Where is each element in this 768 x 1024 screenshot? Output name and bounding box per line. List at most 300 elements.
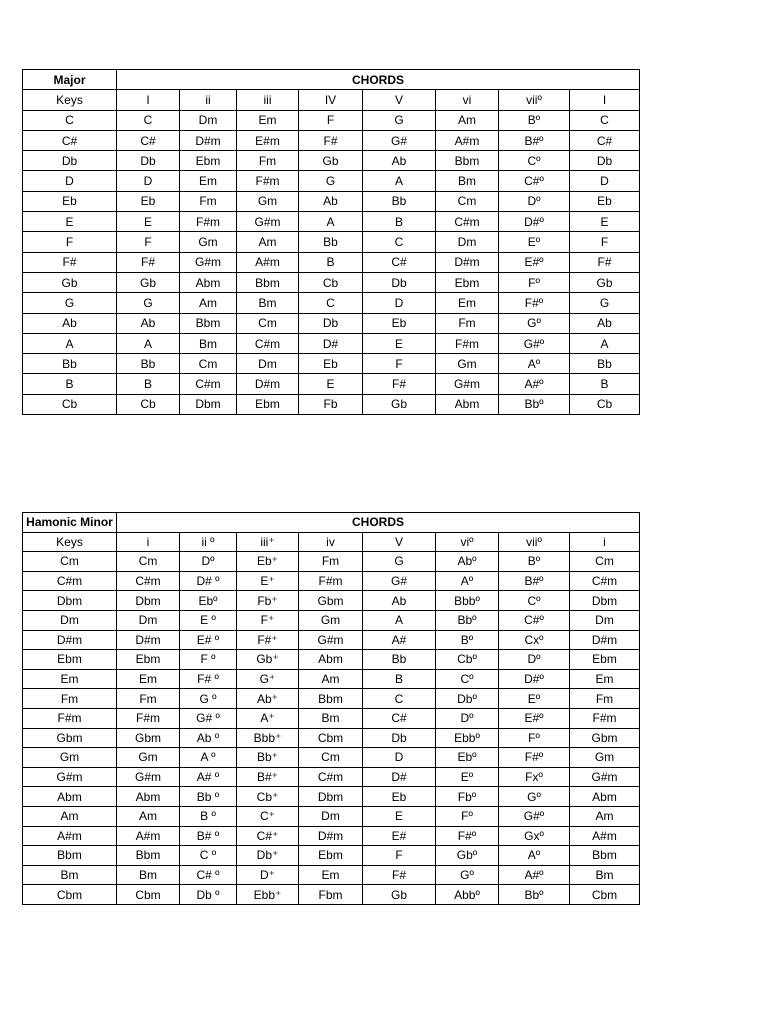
minor-title-row — [23, 513, 640, 533]
chord-cell: Bbº — [499, 394, 570, 414]
chord-cell: Fm — [180, 191, 237, 211]
column-header: iii — [237, 90, 299, 110]
chord-cell: Dº — [180, 552, 237, 572]
chord-cell: Gbm — [570, 728, 640, 748]
chord-cell: C#m — [436, 212, 499, 232]
chord-cell: E#º — [499, 708, 570, 728]
chord-cell: Gº — [499, 787, 570, 807]
chord-cell: Dº — [499, 191, 570, 211]
chord-cell: Fm — [117, 689, 180, 709]
chord-cell: Eb — [363, 787, 436, 807]
harmonic-minor-chords-table — [22, 512, 640, 905]
key-cell: Db — [23, 151, 117, 171]
column-header: vi — [436, 90, 499, 110]
chord-cell: A⁺ — [237, 708, 299, 728]
table-row — [23, 571, 640, 591]
chord-cell: C#m — [570, 571, 640, 591]
chord-cell: Ab — [363, 591, 436, 611]
key-cell: Dbm — [23, 591, 117, 611]
table-row — [23, 806, 640, 826]
key-cell: Em — [23, 669, 117, 689]
chord-cell: Dbº — [436, 689, 499, 709]
chord-cell: Eb — [117, 191, 180, 211]
chord-cell: Ab⁺ — [237, 689, 299, 709]
chord-cell: B º — [180, 806, 237, 826]
chord-cell: Ebm — [117, 650, 180, 670]
chord-cell: Eb — [363, 313, 436, 333]
chord-cell: Fxº — [499, 767, 570, 787]
chord-cell: Bb⁺ — [237, 748, 299, 768]
key-cell: C — [23, 110, 117, 130]
key-cell: Dm — [23, 610, 117, 630]
major-title-row — [23, 70, 640, 90]
chord-cell: Db — [363, 728, 436, 748]
chord-cell: D — [570, 171, 640, 191]
chord-cell: Fº — [499, 272, 570, 292]
chord-cell: Bm — [436, 171, 499, 191]
chord-cell: E — [363, 806, 436, 826]
chord-cell: E — [363, 333, 436, 353]
chord-cell: A#º — [499, 374, 570, 394]
chord-cell: B — [363, 212, 436, 232]
chord-cell: Ab — [363, 151, 436, 171]
chord-cell: Bbm — [299, 689, 363, 709]
chord-cell: D#m — [436, 252, 499, 272]
table-row — [23, 110, 640, 130]
chord-cell: Bº — [499, 110, 570, 130]
table-row — [23, 394, 640, 414]
table-row — [23, 333, 640, 353]
chord-cell: Bº — [499, 552, 570, 572]
column-header: iii⁺ — [237, 532, 299, 552]
chord-cell: D# º — [180, 571, 237, 591]
chord-cell: F#m — [436, 333, 499, 353]
column-header: viº — [436, 532, 499, 552]
column-header: i — [570, 532, 640, 552]
chord-cell: D#m — [299, 826, 363, 846]
chord-cell: Ebm — [237, 394, 299, 414]
chord-cell: Ab — [299, 191, 363, 211]
chord-cell: F# — [363, 865, 436, 885]
chord-cell: E#m — [237, 130, 299, 150]
table-row — [23, 591, 640, 611]
minor-column-header-row — [23, 532, 640, 552]
table-row — [23, 354, 640, 374]
chord-cell: F#⁺ — [237, 630, 299, 650]
key-cell: B — [23, 374, 117, 394]
key-cell: Abm — [23, 787, 117, 807]
chord-cell: A — [117, 333, 180, 353]
chord-cell: Bbm — [237, 272, 299, 292]
chord-cell: Ab º — [180, 728, 237, 748]
chord-cell: Dbm — [299, 787, 363, 807]
chord-cell: Am — [570, 806, 640, 826]
chord-cell: Abº — [436, 552, 499, 572]
chord-cell: D#º — [499, 212, 570, 232]
chord-cell: D# — [299, 333, 363, 353]
chord-cell: Bº — [436, 630, 499, 650]
chord-cell: G#º — [499, 333, 570, 353]
chord-cell: A#m — [117, 826, 180, 846]
chord-cell: Cb — [570, 394, 640, 414]
chord-cell: Bbm — [436, 151, 499, 171]
chord-cell: Fº — [436, 806, 499, 826]
chord-cell: Cxº — [499, 630, 570, 650]
chord-cell: Cm — [237, 313, 299, 333]
chord-cell: D#m — [237, 374, 299, 394]
chord-cell: C⁺ — [237, 806, 299, 826]
chord-cell: G#º — [499, 806, 570, 826]
chord-cell: C#m — [299, 767, 363, 787]
chord-cell: F#m — [180, 212, 237, 232]
chord-cell: F — [363, 354, 436, 374]
chord-cell: Em — [570, 669, 640, 689]
chord-cell: Dº — [436, 708, 499, 728]
key-cell: Am — [23, 806, 117, 826]
chord-cell: G — [117, 293, 180, 313]
chord-cell: Db — [570, 151, 640, 171]
chord-cell: A#º — [499, 865, 570, 885]
column-header: IV — [299, 90, 363, 110]
table-row — [23, 212, 640, 232]
chord-cell: Aº — [499, 846, 570, 866]
chord-cell: Fm — [570, 689, 640, 709]
chord-cell: Ab — [117, 313, 180, 333]
chord-cell: Bb — [117, 354, 180, 374]
chord-cell: C — [363, 232, 436, 252]
key-cell: E — [23, 212, 117, 232]
chord-cell: Fbm — [299, 885, 363, 905]
chord-cell: G#m — [237, 212, 299, 232]
chord-cell: Dbm — [117, 591, 180, 611]
chord-cell: Eº — [499, 232, 570, 252]
chord-cell: A º — [180, 748, 237, 768]
chord-cell: D — [363, 748, 436, 768]
chord-cell: Eb — [570, 191, 640, 211]
table-row — [23, 767, 640, 787]
chord-cell: Eb — [299, 354, 363, 374]
chord-cell: Em — [180, 171, 237, 191]
chord-cell: Cº — [436, 669, 499, 689]
column-header: V — [363, 90, 436, 110]
column-header: viiº — [499, 532, 570, 552]
chord-cell: Gm — [180, 232, 237, 252]
chord-cell: A — [363, 610, 436, 630]
chord-cell: Ebº — [180, 591, 237, 611]
chord-cell: Gb — [117, 272, 180, 292]
chord-cell: G º — [180, 689, 237, 709]
chord-cell: Em — [237, 110, 299, 130]
chord-cell: G#m — [117, 767, 180, 787]
chord-cell: A#m — [436, 130, 499, 150]
chord-cell: Abm — [570, 787, 640, 807]
chord-cell: D — [117, 171, 180, 191]
chord-cell: C#º — [499, 610, 570, 630]
chord-cell: Em — [299, 865, 363, 885]
chord-cell: B — [363, 669, 436, 689]
key-cell: A#m — [23, 826, 117, 846]
key-cell: Bb — [23, 354, 117, 374]
major-title: Major — [23, 70, 117, 90]
chord-cell: Db — [299, 313, 363, 333]
chord-cell: C#º — [499, 171, 570, 191]
table-row — [23, 171, 640, 191]
chord-cell: Gb — [363, 394, 436, 414]
chord-cell: F⁺ — [237, 610, 299, 630]
table-row — [23, 689, 640, 709]
chord-cell: G⁺ — [237, 669, 299, 689]
chord-cell: Fm — [299, 552, 363, 572]
chord-cell: A — [363, 171, 436, 191]
chord-cell: D#º — [499, 669, 570, 689]
key-cell: D — [23, 171, 117, 191]
chord-cell: Gm — [237, 191, 299, 211]
column-header: V — [363, 532, 436, 552]
table-row — [23, 630, 640, 650]
table-row — [23, 650, 640, 670]
chord-cell: Am — [436, 110, 499, 130]
chord-cell: C — [299, 293, 363, 313]
chord-cell: Bbº — [436, 610, 499, 630]
column-header: Keys — [23, 532, 117, 552]
chord-cell: Gbº — [436, 846, 499, 866]
chord-cell: G#m — [570, 767, 640, 787]
chord-cell: Bbm — [117, 846, 180, 866]
chord-cell: Cm — [570, 552, 640, 572]
chord-cell: Bbº — [499, 885, 570, 905]
chord-cell: F º — [180, 650, 237, 670]
key-cell: C#m — [23, 571, 117, 591]
chord-cell: G# — [363, 130, 436, 150]
chord-cell: Dm — [117, 610, 180, 630]
key-cell: Fm — [23, 689, 117, 709]
chord-cell: Dm — [180, 110, 237, 130]
key-cell: Ab — [23, 313, 117, 333]
table-row — [23, 826, 640, 846]
column-header: I — [570, 90, 640, 110]
table-row — [23, 252, 640, 272]
chord-cell: D#m — [570, 630, 640, 650]
chord-cell: Fm — [237, 151, 299, 171]
chord-cell: B#º — [499, 571, 570, 591]
chord-cell: Gº — [436, 865, 499, 885]
chord-cell: C#⁺ — [237, 826, 299, 846]
chord-cell: Dº — [499, 650, 570, 670]
key-cell: Cm — [23, 552, 117, 572]
chord-cell: Ebb⁺ — [237, 885, 299, 905]
chord-cell: Ebm — [299, 846, 363, 866]
chord-cell: B — [570, 374, 640, 394]
chord-cell: Gº — [499, 313, 570, 333]
chord-cell: C# — [363, 252, 436, 272]
table-row — [23, 191, 640, 211]
column-header: viiº — [499, 90, 570, 110]
chord-cell: E#º — [499, 252, 570, 272]
column-header: ii — [180, 90, 237, 110]
major-chords-label: CHORDS — [117, 70, 640, 90]
chord-cell: Bm — [570, 865, 640, 885]
table-row — [23, 846, 640, 866]
chord-cell: Cbm — [570, 885, 640, 905]
minor-title: Hamonic Minor — [23, 513, 117, 533]
chord-cell: Am — [299, 669, 363, 689]
chord-cell: Dm — [237, 354, 299, 374]
chord-cell: F#º — [499, 293, 570, 313]
column-header: Keys — [23, 90, 117, 110]
chord-cell: Am — [117, 806, 180, 826]
chord-cell: E# º — [180, 630, 237, 650]
column-header: i — [117, 532, 180, 552]
chord-cell: Bm — [299, 708, 363, 728]
key-cell: F — [23, 232, 117, 252]
chord-cell: Cº — [499, 591, 570, 611]
chord-cell: Gb⁺ — [237, 650, 299, 670]
chord-cell: Cb — [299, 272, 363, 292]
table-row — [23, 728, 640, 748]
chord-cell: F#m — [570, 708, 640, 728]
major-chords-table — [22, 69, 640, 415]
chord-cell: F#º — [499, 748, 570, 768]
chord-cell: Dm — [436, 232, 499, 252]
chord-cell: Em — [117, 669, 180, 689]
chord-cell: Cb⁺ — [237, 787, 299, 807]
chord-cell: Abm — [299, 650, 363, 670]
chord-cell: D# — [363, 767, 436, 787]
chord-cell: C — [570, 110, 640, 130]
chord-cell: Fº — [499, 728, 570, 748]
chord-cell: G# º — [180, 708, 237, 728]
chord-cell: E — [117, 212, 180, 232]
chord-cell: G — [363, 110, 436, 130]
chord-cell: B — [299, 252, 363, 272]
chord-cell: Bm — [237, 293, 299, 313]
chord-cell: Bm — [180, 333, 237, 353]
chord-cell: E# — [363, 826, 436, 846]
chord-cell: E⁺ — [237, 571, 299, 591]
chord-cell: F#º — [436, 826, 499, 846]
chord-cell: C#m — [117, 571, 180, 591]
chord-cell: Cm — [436, 191, 499, 211]
table-row — [23, 552, 640, 572]
chord-cell: Aº — [499, 354, 570, 374]
chord-cell: F# — [570, 252, 640, 272]
table-row — [23, 232, 640, 252]
table-row — [23, 130, 640, 150]
chord-cell: D#m — [180, 130, 237, 150]
chord-cell: Db º — [180, 885, 237, 905]
chord-cell: B#º — [499, 130, 570, 150]
chord-cell: E º — [180, 610, 237, 630]
chord-cell: Ebm — [570, 650, 640, 670]
chord-cell: A# — [363, 630, 436, 650]
key-cell: Eb — [23, 191, 117, 211]
chord-cell: F#m — [117, 708, 180, 728]
chord-cell: Abm — [436, 394, 499, 414]
chord-cell: Bbm — [180, 313, 237, 333]
chord-cell: C# — [117, 130, 180, 150]
chord-cell: Ab — [570, 313, 640, 333]
chord-cell: Gm — [299, 610, 363, 630]
chord-cell: G — [363, 552, 436, 572]
chord-cell: Em — [436, 293, 499, 313]
chord-cell: Bb — [363, 650, 436, 670]
column-header: I — [117, 90, 180, 110]
column-header: ii º — [180, 532, 237, 552]
chord-cell: F — [363, 846, 436, 866]
key-cell: F#m — [23, 708, 117, 728]
chord-cell: Gm — [436, 354, 499, 374]
chord-cell: F#m — [299, 571, 363, 591]
chord-cell: G — [570, 293, 640, 313]
key-cell: Bbm — [23, 846, 117, 866]
chord-cell: Gbm — [117, 728, 180, 748]
chord-cell: Fbº — [436, 787, 499, 807]
table-row — [23, 787, 640, 807]
chord-cell: G# — [363, 571, 436, 591]
chord-cell: Am — [237, 232, 299, 252]
chord-cell: Bm — [117, 865, 180, 885]
key-cell: F# — [23, 252, 117, 272]
chord-cell: Bbm — [570, 846, 640, 866]
table-row — [23, 293, 640, 313]
chord-cell: Bb — [363, 191, 436, 211]
chord-cell: Eº — [499, 689, 570, 709]
chord-cell: F# º — [180, 669, 237, 689]
chord-cell: Cº — [499, 151, 570, 171]
chord-cell: A# º — [180, 767, 237, 787]
chord-cell: Gbm — [299, 591, 363, 611]
chord-cell: C#m — [180, 374, 237, 394]
chord-cell: Fm — [436, 313, 499, 333]
chord-cell: Bb — [299, 232, 363, 252]
chord-cell: Abbº — [436, 885, 499, 905]
chord-cell: F# — [299, 130, 363, 150]
chord-cell: Cm — [117, 552, 180, 572]
chord-cell: Abm — [180, 272, 237, 292]
chord-cell: G#m — [180, 252, 237, 272]
key-cell: Ebm — [23, 650, 117, 670]
key-cell: G#m — [23, 767, 117, 787]
chord-cell: Gb — [363, 885, 436, 905]
chord-cell: C º — [180, 846, 237, 866]
chord-cell: Gm — [117, 748, 180, 768]
key-cell: A — [23, 333, 117, 353]
chord-cell: Gb — [570, 272, 640, 292]
chord-cell: Am — [180, 293, 237, 313]
chord-cell: F — [299, 110, 363, 130]
chord-cell: C# — [570, 130, 640, 150]
key-cell: Cb — [23, 394, 117, 414]
chord-cell: Aº — [436, 571, 499, 591]
chord-cell: Bbbº — [436, 591, 499, 611]
table-row — [23, 374, 640, 394]
chord-cell: Ebm — [436, 272, 499, 292]
chord-cell: Bb — [570, 354, 640, 374]
chord-cell: A#m — [570, 826, 640, 846]
table-row — [23, 708, 640, 728]
chord-cell: Db — [117, 151, 180, 171]
chord-cell: G#m — [299, 630, 363, 650]
chord-cell: E — [570, 212, 640, 232]
key-cell: Gbm — [23, 728, 117, 748]
chord-cell: A — [570, 333, 640, 353]
chord-cell: C#m — [237, 333, 299, 353]
chord-cell: E — [299, 374, 363, 394]
chord-cell: Dm — [570, 610, 640, 630]
key-cell: C# — [23, 130, 117, 150]
key-cell: Gm — [23, 748, 117, 768]
chord-cell: A#m — [237, 252, 299, 272]
